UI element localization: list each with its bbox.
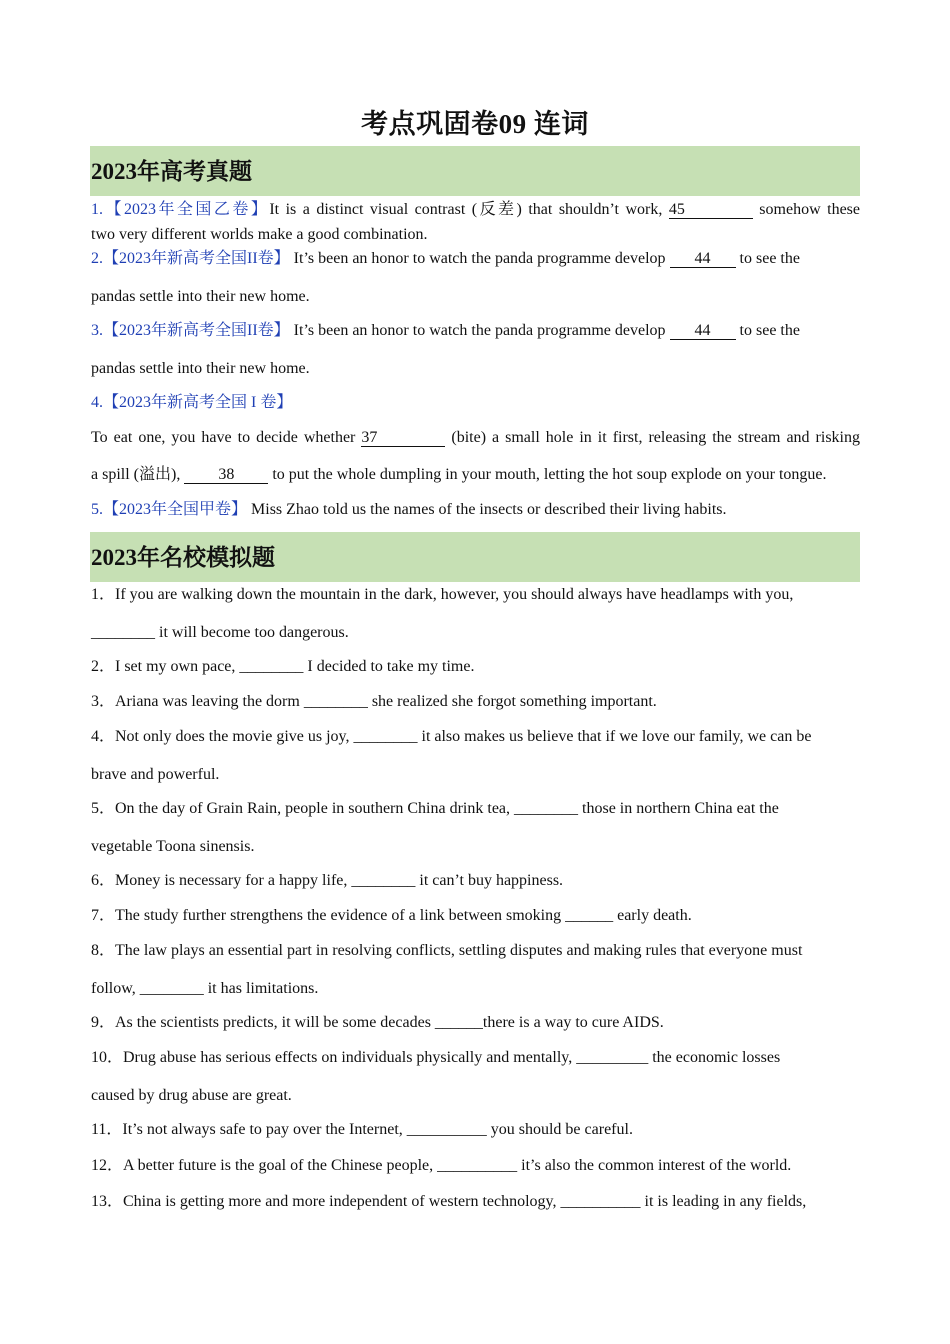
question-3-text-a: It’s been an honor to watch the panda programme develop: [289, 322, 670, 339]
question-5-number: 5.: [91, 501, 103, 518]
question-3-line-1: [91, 321, 860, 341]
question-2-text-b: to see the: [735, 250, 800, 267]
question-5-line-1: [91, 500, 860, 520]
mock-item-line: 11．It’s not always safe to pay over the Internet, __________ you should be careful.: [91, 1121, 633, 1138]
question-1-text-a: It is a distinct visual contrast (反差) that shouldn’t work,: [269, 201, 669, 218]
question-2-number: 2.: [91, 250, 103, 267]
question-3-number: 3.: [91, 322, 103, 339]
question-4-text-1a: To eat one, you have to decide whether: [91, 429, 362, 446]
mock-item-line: 4．Not only does the movie give us joy, ________ it also makes us believe that if we love our family, we can be: [91, 728, 812, 745]
question-4-text-2a: a spill (溢出),: [91, 466, 185, 483]
mock-item-line: ________ it will become too dangerous.: [91, 624, 349, 641]
mock-item-line: follow, ________ it has limitations.: [91, 980, 319, 997]
mock-item-line: 10．Drug abuse has serious effects on individuals physically and mentally, _________ the economic losses: [91, 1049, 781, 1066]
page-title: 考点巩固卷09 连词: [361, 109, 589, 139]
question-3-text-b: to see the: [735, 322, 800, 339]
question-4-header: [91, 393, 860, 413]
mock-item-line: 3．Ariana was leaving the dorm ________ she realized she forgot something important.: [91, 693, 657, 710]
mock-item-line: 12．A better future is the goal of the Chinese people, __________ it’s also the common interest of the world.: [91, 1157, 792, 1174]
section-heading-exam: 2023年高考真题: [90, 146, 860, 196]
question-4-line-1: [91, 428, 860, 448]
mock-item-line: caused by drug abuse are great.: [91, 1087, 292, 1104]
question-4-source: 【2023年新高考全国 I 卷】: [103, 394, 293, 411]
question-4-text-2b: to put the whole dumpling in your mouth, letting the hot soup explode on your tongue.: [268, 466, 827, 483]
mock-item-line: vegetable Toona sinensis.: [91, 838, 255, 855]
question-2-text-a: It’s been an honor to watch the panda programme develop: [289, 250, 670, 267]
question-2-source: 【2023年新高考全国II卷】: [103, 250, 290, 267]
question-1-text-b: somehow these: [752, 201, 860, 218]
question-2-blank[interactable]: 44: [670, 250, 736, 268]
mock-item-line: 13．China is getting more and more independent of western technology, __________ it is leading in any fields,: [91, 1193, 807, 1210]
question-4-blank-1[interactable]: 37: [361, 429, 445, 447]
question-4-number: 4.: [91, 394, 103, 411]
question-4-line-2: [91, 465, 860, 485]
section-heading-mock: 2023年名校模拟题: [90, 532, 860, 582]
mock-item-line: 5．On the day of Grain Rain, people in southern China drink tea, ________ those in northern China eat the: [91, 800, 779, 817]
mock-item-line: brave and powerful.: [91, 766, 220, 783]
question-3-blank[interactable]: 44: [670, 322, 736, 340]
mock-item-line: 1．If you are walking down the mountain in the dark, however, you should always have headlamps with you,: [91, 586, 794, 603]
mock-item-line: 2．I set my own pace, ________ I decided to take my time.: [91, 658, 475, 675]
question-4-blank-2[interactable]: 38: [184, 466, 268, 484]
question-5-text: Miss Zhao told us the names of the insects or described their living habits.: [247, 501, 727, 518]
question-1-line-1: [91, 200, 860, 220]
mock-item-line: 9．As the scientists predicts, it will be some decades ______there is a way to cure AIDS.: [91, 1014, 664, 1031]
question-3-line-2: pandas settle into their new home.: [91, 360, 310, 377]
question-1-line-2: two very different worlds make a good combination.: [91, 226, 428, 243]
question-1-blank[interactable]: 45: [669, 201, 753, 219]
mock-item-line: 7．The study further strengthens the evidence of a link between smoking ______ early death.: [91, 907, 692, 924]
question-5-source: 【2023年全国甲卷】: [103, 501, 248, 518]
question-1-source: 【2023年全国乙卷】: [103, 201, 270, 218]
mock-item-line: 8．The law plays an essential part in resolving conflicts, settling disputes and making rules that everyone must: [91, 942, 803, 959]
mock-item-line: 6．Money is necessary for a happy life, ________ it can’t buy happiness.: [91, 872, 564, 889]
question-2-line-2: pandas settle into their new home.: [91, 288, 310, 305]
question-4-text-1b: (bite) a small hole in it first, releasing the stream and risking: [445, 429, 860, 446]
question-1-number: 1.: [91, 201, 103, 218]
question-2-line-1: [91, 249, 860, 269]
question-3-source: 【2023年新高考全国II卷】: [103, 322, 290, 339]
